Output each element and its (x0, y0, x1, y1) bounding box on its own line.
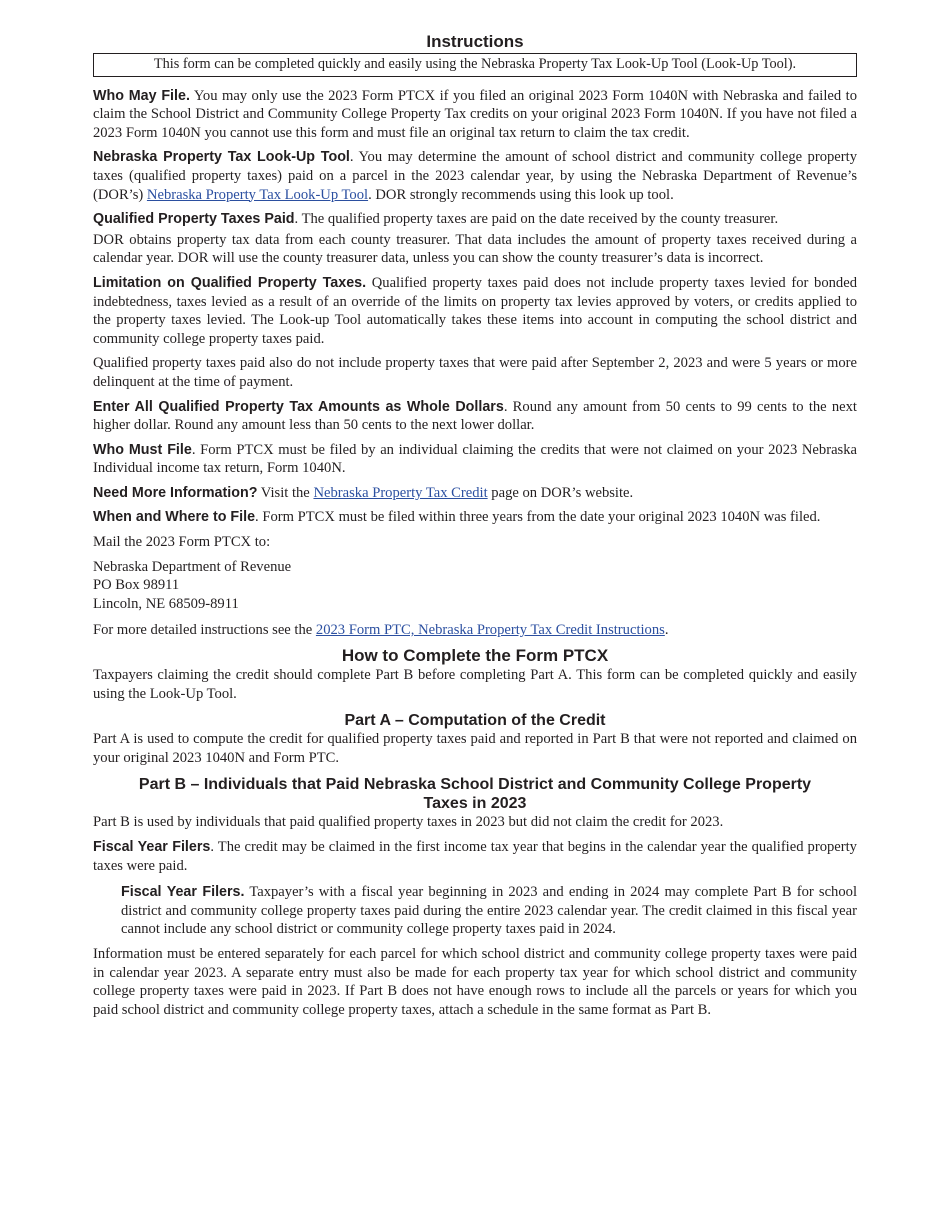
how-to-heading: How to Complete the Form PTCX (341, 646, 609, 666)
lookup-tool-text-end: . DOR strongly recommends using this look up tool. (368, 186, 674, 203)
delinquent-paragraph: Qualified property taxes paid also do not include property taxes that were paid after September 2, 2023 and were 5 years or more delinquent at the time of payment. (93, 355, 857, 390)
detailed-text-end: . (664, 622, 669, 639)
fiscal-year-detail-heading: Fiscal Year Filers. (121, 884, 245, 901)
limitation-paragraph (93, 274, 857, 348)
whole-dollars-heading: Enter All Qualified Property Tax Amounts as Whole Dollars (93, 398, 504, 415)
mailing-address (93, 558, 857, 614)
when-where-text: . Form PTCX must be filed within three years from the date your original 2023 1040N was filed. (255, 509, 821, 526)
mail-to-line: Mail the 2023 Form PTCX to: (93, 534, 271, 551)
address-line: Lincoln, NE 68509-8911 (93, 595, 239, 612)
who-must-file-paragraph (93, 441, 857, 478)
qualified-paid-heading: Qualified Property Taxes Paid (93, 211, 295, 228)
detailed-instructions-paragraph (93, 621, 857, 640)
more-info-text: Visit the (257, 484, 314, 501)
parcel-entry-paragraph: Information must be entered separately for each parcel for which school district and community college property taxes were paid in calendar year 2023. A separate entry must also be made for each property tax year for which school district and community college property taxes were paid in 2023. If Part B does not have enough rows to include all the parcels or years for which you paid school district and community college property taxes, attach a schedule in the same format as Part B. (93, 945, 857, 1018)
limitation-text: Qualified property taxes paid does not include property taxes levied for bonded indebtedness, taxes levied as a result of an override of the limits on property tax levies approved by voters, or credits applied to the property taxes levied. The Look-up Tool automatically takes these items into account in computing the school district and community college property taxes paid. (93, 274, 857, 347)
part-a-text: Part A is used to compute the credit for qualified property taxes paid and reported in Part B that were not reported and claimed on your original 2023 1040N and Form PTC. (93, 731, 857, 766)
who-must-file-heading: Who Must File (93, 441, 192, 458)
who-may-file-paragraph (93, 87, 857, 143)
lookup-tool-link[interactable]: Nebraska Property Tax Look-Up Tool (146, 186, 369, 203)
more-info-text-end: page on DOR’s website. (487, 484, 634, 501)
fiscal-year-paragraph (93, 838, 857, 875)
detailed-text: For more detailed instructions see the (93, 622, 316, 639)
lookup-tool-text: . You may determine the amount of school district and community college property taxes (qualified property taxes) paid on a parcel in the 2023 calendar year, by using the Nebraska Department of Revenue’s (DOR’s) (93, 149, 857, 203)
lookup-tool-paragraph (93, 148, 857, 204)
who-must-file-text: . Form PTCX must be filed by an individual claiming the credits that were not claimed on your 2023 Nebraska Individual income tax return, Form 1040N. (93, 441, 857, 477)
whole-dollars-paragraph (93, 398, 857, 435)
part-b-heading (93, 775, 857, 813)
qualified-paid-text: . The qualified property taxes are paid on the date received by the county treasurer. (294, 211, 779, 228)
who-may-file-text: You may only use the 2023 Form PTCX if you filed an original 2023 Form 1040N with Nebraska and failed to claim the School District and Community College Property Tax credits on your original 2023 Form 1040N. If you have not filed a 2023 Form 1040N you cannot use this form and must file an original tax return to claim the tax credit. (93, 87, 857, 141)
ptc-instructions-link[interactable]: 2023 Form PTC, Nebraska Property Tax Credit Instructions (315, 622, 665, 639)
qualified-paid-paragraph (93, 210, 857, 229)
more-info-heading: Need More Information? (93, 484, 258, 501)
whole-dollars-text: . Round any amount from 50 cents to 99 cents to the next higher dollar. Round any amount less than 50 cents to the next lower dollar. (93, 398, 857, 434)
limitation-heading: Limitation on Qualified Property Taxes. (93, 274, 367, 291)
page-title: Instructions (426, 32, 524, 51)
fiscal-year-text: . The credit may be claimed in the first income tax year that begins in the calendar year the qualified property taxes were paid. (93, 839, 857, 874)
part-b-heading-line: Taxes in 2023 (423, 795, 527, 813)
fiscal-year-heading: Fiscal Year Filers (93, 839, 211, 855)
when-where-paragraph (93, 508, 857, 527)
who-may-file-heading: Who May File. (93, 87, 190, 104)
part-a-heading: Part A – Computation of the Credit (344, 712, 606, 730)
fiscal-year-detail-text: Taxpayer’s with a fiscal year beginning in 2023 and ending in 2024 may complete Part B for school district and community college property taxes paid during the entire 2023 calendar year. The credit claimed in this fiscal year cannot include any school district or community college property taxes paid in 2024. (121, 884, 858, 938)
address-line: Nebraska Department of Revenue (93, 558, 292, 575)
property-tax-credit-link[interactable]: Nebraska Property Tax Credit (313, 484, 488, 501)
fiscal-year-detail-paragraph (93, 883, 857, 939)
lookup-tool-heading: Nebraska Property Tax Look-Up Tool (93, 149, 350, 166)
part-b-heading-line: Part B – Individuals that Paid Nebraska School District and Community College Property (138, 776, 812, 794)
when-where-heading: When and Where to File (93, 509, 256, 526)
more-info-paragraph (93, 484, 857, 503)
look-up-tool-banner: This form can be completed quickly and easily using the Nebraska Property Tax Look-Up Tool (Look-Up Tool). (93, 53, 857, 77)
instructions-page (93, 32, 857, 1025)
address-line: PO Box 98911 (93, 577, 180, 594)
part-b-text: Part B is used by individuals that paid qualified property taxes in 2023 but did not claim the credit for 2023. (93, 814, 724, 831)
county-treasurer-paragraph: DOR obtains property tax data from each county treasurer. That data includes the amount of property taxes received during a calendar year. DOR will use the county treasurer data, unless you can show the county treasurer’s data is incorrect. (93, 231, 857, 267)
how-to-text: Taxpayers claiming the credit should complete Part B before completing Part A. This form can be completed quickly and easily using the Look-Up Tool. (93, 667, 857, 702)
